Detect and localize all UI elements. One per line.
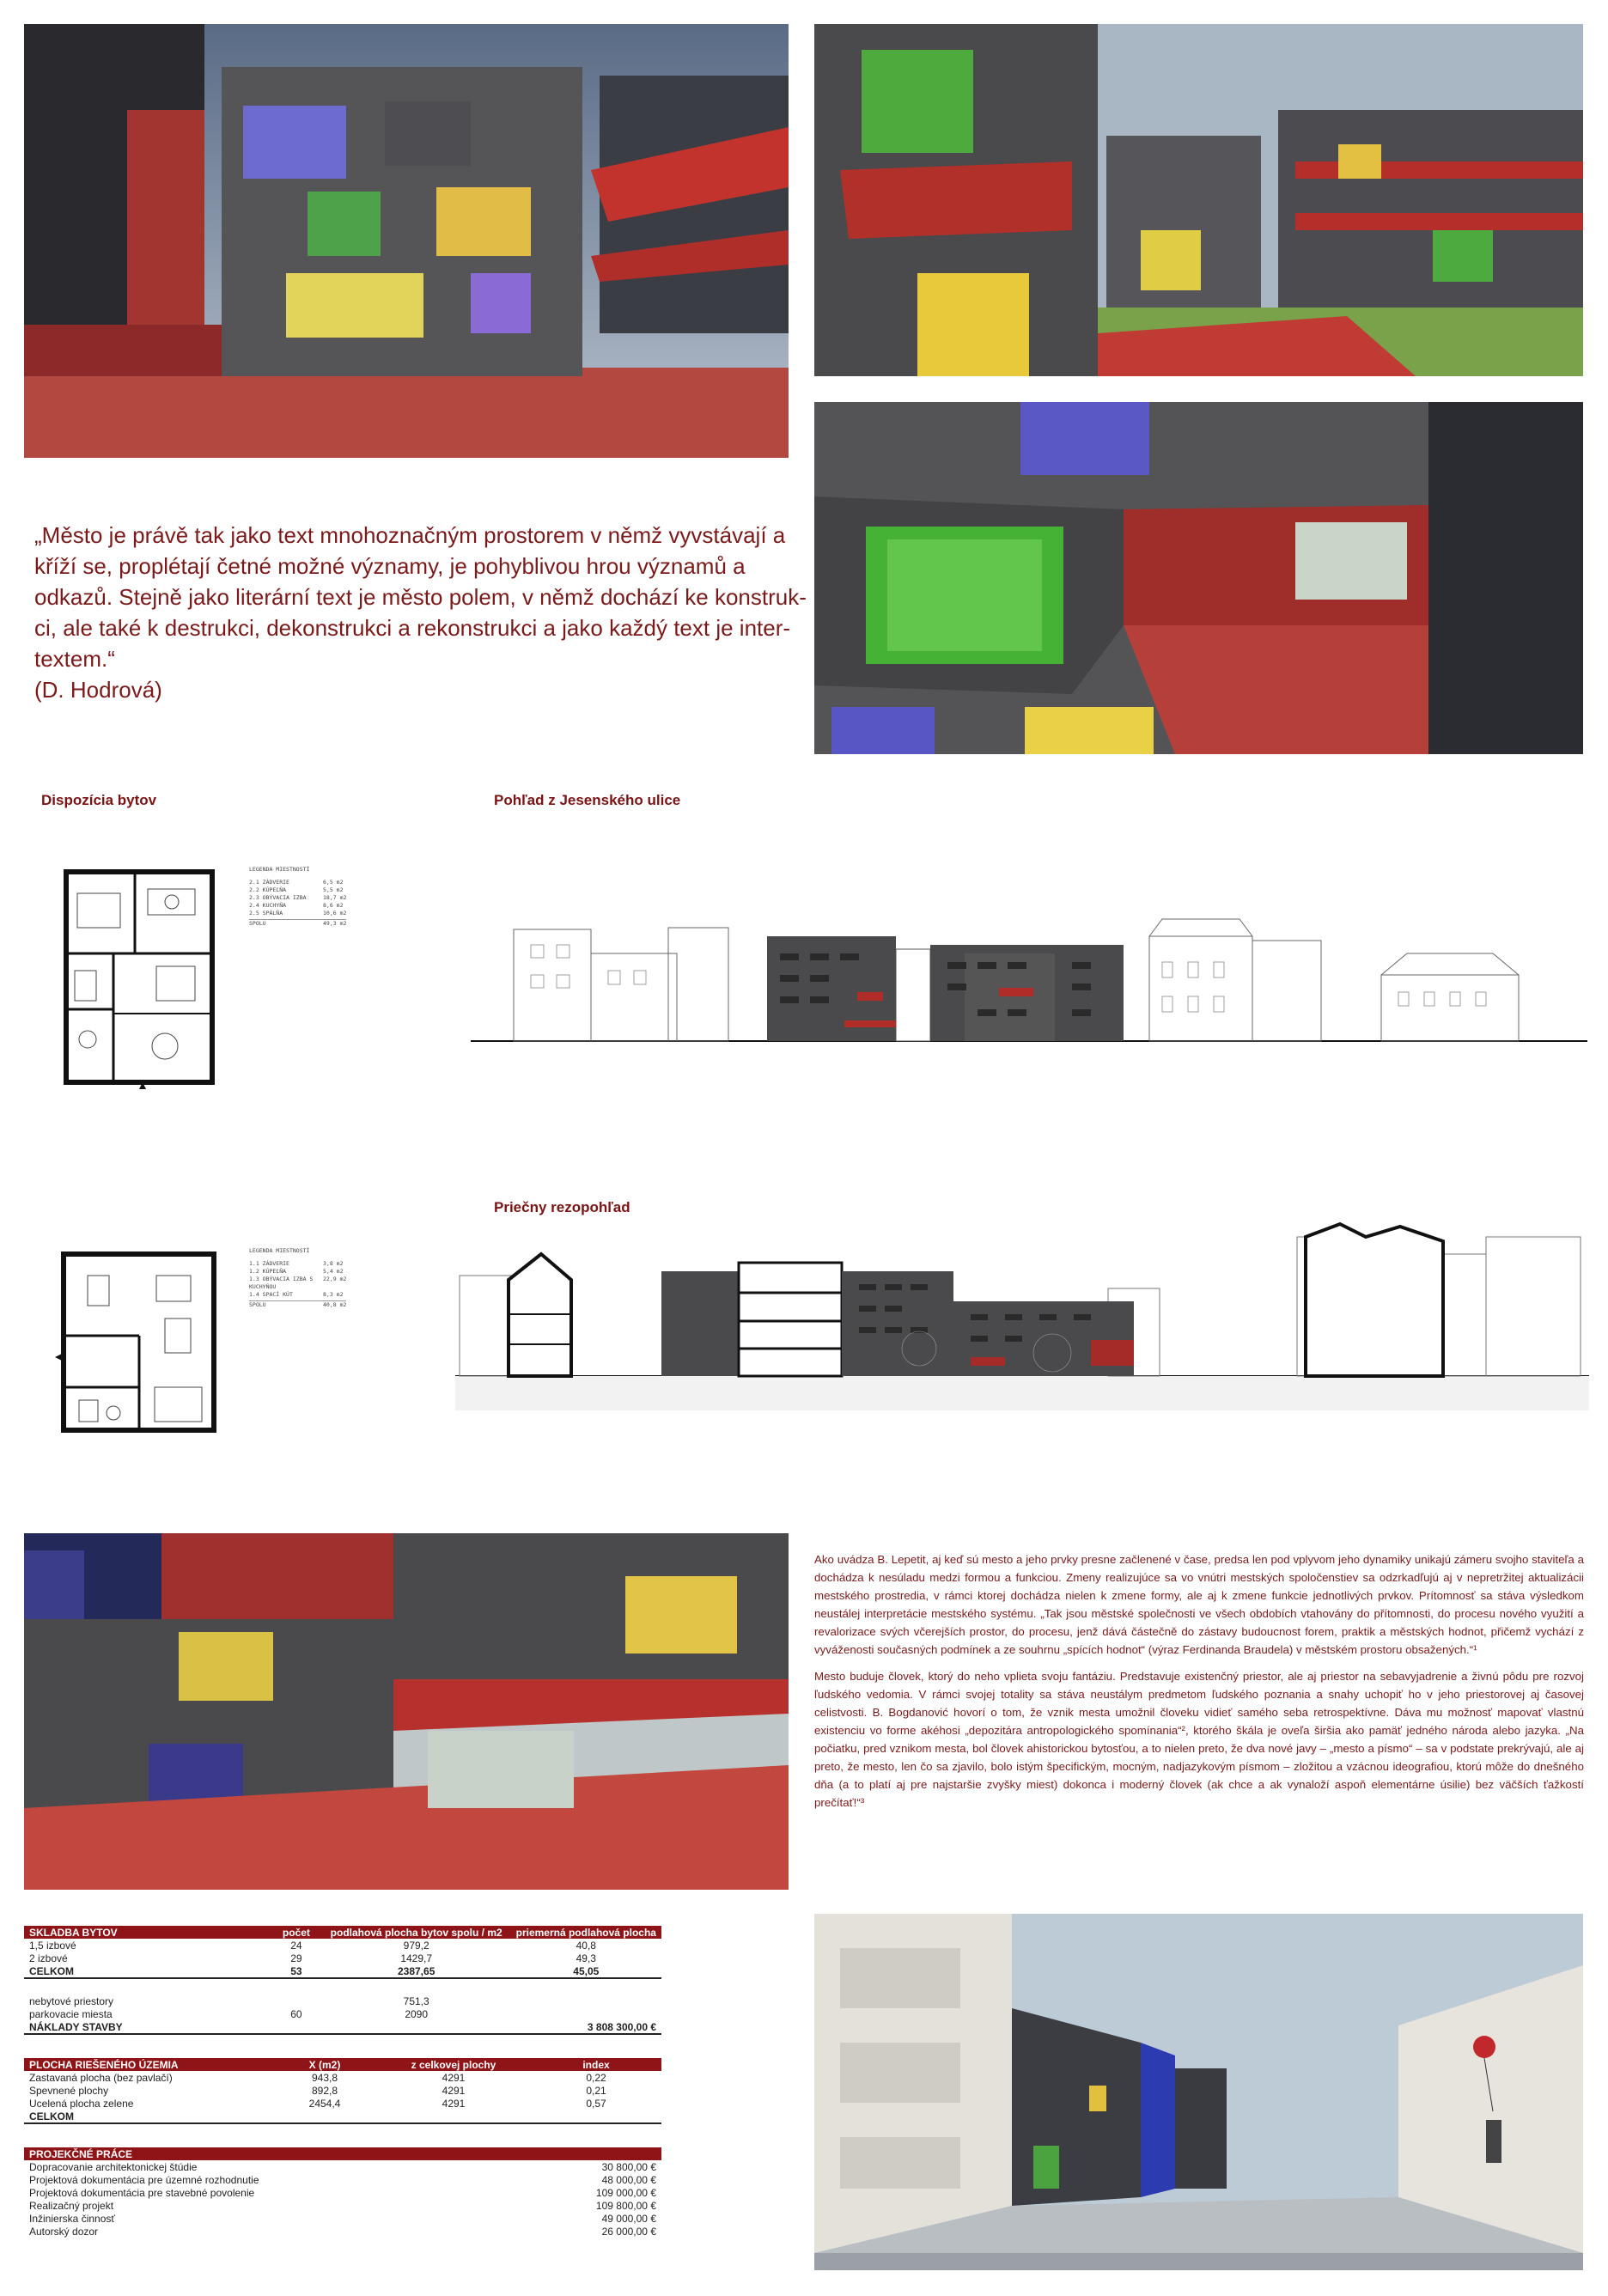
table-row [24, 1939, 661, 1952]
legend-row [249, 886, 346, 894]
cell: 0,57 [586, 2097, 606, 2110]
cell: 0,22 [586, 2071, 606, 2084]
elevation-jesenskeho [471, 910, 1587, 1082]
cell: CELKOM [24, 2110, 273, 2123]
room-area: 8,6 m2 [323, 902, 344, 909]
table-row [24, 2071, 661, 2084]
legend-row [249, 1268, 346, 1276]
render-inner-courtyard [814, 24, 1583, 376]
legend-total [249, 1300, 346, 1309]
room-name: 2.2 KÚPEĽŇA [249, 886, 287, 893]
legend-row [249, 910, 346, 917]
total-value: 49,3 m2 [323, 920, 347, 927]
table-total-row [24, 2110, 661, 2123]
render-street-view [814, 1914, 1583, 2270]
room-area: 8,3 m2 [323, 1291, 344, 1298]
room-name: 1.2 KÚPEĽŇA [249, 1268, 287, 1275]
room-area: 5,4 m2 [323, 1268, 344, 1275]
cell [271, 1995, 322, 2007]
table-row [24, 2173, 661, 2186]
room-area: 22,9 m2 [323, 1276, 347, 1282]
essay-paragraph: Mesto buduje človek, ktorý do neho vplieta svoju fantáziu. Predstavuje existenčný priestor, ale aj priestor na sebavyjadrenie a živnú pôdu pre rozvoj ľudského vedomia. V rámci svojej totality sa stáva neustálym predmetom ľudského poznania a snahy uchopiť ho v jeho priestorovej aj časovej celistvosti. B. Bogdanović hovorí o tom, že vznik mesta umožnil človeku vidieť samého seba retrospektívne. Dáva mu možnosť mapovať vlastnú existenciu vo forme akéhosi „depozitára antropologického spomínania“², ktorého škála je oveľa širšia ako pamäť jedného národa alebo jazyka. „Na počiatku, pred vznikom mesta, bol človek ahistorickou bytosťou, a to nielen preto, že dva nové javy – „mesto a písmo“ – sa v podstate prekrývajú, ale aj preto, že mesto, len čo sa zjavilo, bolo istým špecifickým, mocným, nadjazykovým písmom – zložitou a vzácnou ideografiou, ktorú môže do dnešného dňa (a to platí aj pre najstaršie zvyšky miest) dokonca i moderný človek (ak chce a ak vynaloží aspoň elementárne úsilie) bez väčších ťažkostí prečítať!“³ [814, 1670, 1584, 1809]
cell: 2 izbové [29, 1952, 68, 1964]
col-header: SKLADBA BYTOV [24, 1926, 271, 1939]
cell: 2454,4 [308, 2097, 341, 2110]
table-row [24, 2007, 661, 2020]
cell: Dopracovanie architektonickej štúdie [29, 2160, 198, 2173]
legend-plan-1 [249, 866, 346, 928]
cell: 751,3 [403, 1995, 429, 2007]
table-row [24, 2097, 661, 2110]
quote-line: odkazů. Stejně jako literární text je město polem, v němž dochází ke konstruk- [34, 584, 807, 610]
cell: 40,8 [576, 1939, 596, 1952]
cell: 30 800,00 € [601, 2160, 656, 2173]
cell: 1,5 izbové [29, 1939, 76, 1952]
cell: 979,2 [403, 1939, 429, 1952]
room-name: 1.4 SPACÍ KÚT [249, 1291, 293, 1298]
table-row [24, 1952, 661, 1964]
hodrova-quote [34, 520, 807, 705]
table-header [24, 1926, 661, 1939]
legend-row [249, 1276, 346, 1291]
cross-section-elevation [455, 1220, 1589, 1417]
title-dispozicia: Dispozícia bytov [41, 792, 157, 808]
table-header [24, 2147, 661, 2160]
cell: 109 000,00 € [595, 2186, 656, 2199]
cell: 48 000,00 € [601, 2173, 656, 2186]
cell: NÁKLADY STAVBY [24, 2020, 271, 2034]
col-header: priemerná podlahová plocha [511, 1926, 661, 1939]
total-value: 40,8 m2 [323, 1301, 347, 1308]
cell: 45,05 [511, 1964, 661, 1978]
render-balcony-detail [814, 402, 1583, 754]
table-row [24, 2225, 661, 2238]
cell: Zastavaná plocha (bez pavlačí) [29, 2071, 173, 2084]
room-name: 1.1 ZÁDVERIE [249, 1260, 289, 1267]
cell: Inžinierska činnosť [29, 2212, 115, 2225]
cell: 26 000,00 € [601, 2225, 656, 2238]
floor-plan-1-5-room [53, 1250, 225, 1434]
table-row [24, 2084, 661, 2097]
room-area: 6,5 m2 [323, 879, 344, 886]
cell: 60 [290, 2007, 302, 2020]
table-row [24, 1995, 661, 2007]
table-total-row [24, 2020, 661, 2034]
table-header [24, 2058, 661, 2071]
col-header: počet [271, 1926, 322, 1939]
cell: nebytové priestory [29, 1995, 114, 2007]
render-ground-floor-passage [24, 1533, 789, 1890]
legend-title: LEGENDA MIESTNOSTÍ [249, 1247, 310, 1254]
col-header: z celkovej plochy [376, 2058, 531, 2071]
cell: parkovacie miesta [29, 2007, 113, 2020]
total-label: SPOLU [249, 1301, 266, 1308]
table-plocha-uzemia [24, 2058, 661, 2124]
quote-line: textem.“ [34, 646, 115, 672]
table-skladba-bytov [24, 1926, 661, 2035]
legend-row [249, 894, 346, 902]
quote-line: „Město je právě tak jako text mnohoznačným prostorem v němž vyvstávají a [34, 522, 786, 548]
quote-line: kříží se, proplétají četné možné významy, je pohyblivou hrou významů a [34, 553, 746, 579]
table-row [24, 2186, 661, 2199]
cell: Projektová dokumentácia pre stavebné povolenie [29, 2186, 255, 2199]
total-label: SPOLU [249, 920, 266, 927]
cell: Autorský dozor [29, 2225, 99, 2238]
cell: 4291 [442, 2097, 466, 2110]
cell: 1429,7 [400, 1952, 433, 1964]
cell: CELKOM [24, 1964, 271, 1978]
title-rez: Priečny rezopohľad [494, 1199, 630, 1215]
cell: 892,8 [311, 2084, 338, 2097]
cell: 4291 [442, 2071, 466, 2084]
table-row [24, 2212, 661, 2225]
room-name: 2.4 KUCHYŇA [249, 902, 287, 909]
legend-row [249, 879, 346, 886]
legend-total [249, 919, 346, 928]
col-header: PLOCHA RIEŠENÉHO ÚZEMIA [24, 2058, 273, 2071]
legend-row [249, 902, 346, 910]
cell: Realizačný projekt [29, 2199, 114, 2212]
render-courtyard-facade [24, 24, 789, 458]
table-projekcne-prace [24, 2147, 661, 2238]
room-name: 2.3 OBÝVACIA IZBA [249, 894, 307, 901]
col-header: podlahová plocha bytov spolu / m2 [322, 1926, 511, 1939]
cell: 2387,65 [322, 1964, 511, 1978]
cell: 943,8 [311, 2071, 338, 2084]
essay-text [814, 1550, 1584, 1820]
col-header: X (m2) [273, 2058, 376, 2071]
room-name: 2.1 ZÁDVERIE [249, 879, 289, 886]
cell: 3 808 300,00 € [511, 2020, 661, 2034]
legend-title: LEGENDA MIESTNOSTÍ [249, 866, 310, 873]
cell: 53 [271, 1964, 322, 1978]
room-name: 2.5 SPÁLŇA [249, 910, 283, 917]
cell: 109 800,00 € [595, 2199, 656, 2212]
cell: 49 000,00 € [601, 2212, 656, 2225]
cell: 24 [290, 1939, 302, 1952]
essay-paragraph: Ako uvádza B. Lepetit, aj keď sú mesto a jeho prvky presne začlenené v čase, predsa len pod vplyvom jeho dynamiky unikajú zámeru svojho staviteľa a dochádza k nesúladu medzi formou a funkciou. Zmeny realizujúce sa vo vnútri mestských spoločenstiev sa odzrkadľujú aj v nepretržitej aktualizácii mestského prostredia, v rámci ktorej dochádza nielen k zmene formy, ale aj k zmene funkcie jednotlivých prvkov. Prítomnosť sa stáva výsledkom neustálej interpretácie mestského systému. „Tak jsou městské společnosti ve všech obdobích vtahovány do přítomnosti, do procesu nového využití a revalorizace svých včerejších prostor, do procesu, jenž dává částečně do zástavy budoucnost forem, praktik a městských hodnot, přičemž vychází z vyváženosti současných podmínek a ze souhrnu „spících hodnot“ (výraz Ferdinanda Braudela) v městském prostoru obsažených.“¹ [814, 1553, 1584, 1656]
room-area: 18,7 m2 [323, 894, 347, 901]
title-pohlad: Pohľad z Jesenského ulice [494, 792, 681, 808]
room-name: 1.3 OBÝVACIA IZBA S KUCHYŇOU [249, 1276, 314, 1290]
legend-plan-2 [249, 1247, 346, 1309]
cell: Projektová dokumentácia pre územné rozhodnutie [29, 2173, 259, 2186]
col-header: PROJEKČNÉ PRÁCE [24, 2147, 531, 2160]
cell: Ucelená plocha zelene [29, 2097, 134, 2110]
cell: 49,3 [576, 1952, 596, 1964]
col-header: index [531, 2058, 661, 2071]
quote-line: ci, ale také k destrukci, dekonstrukci a rekonstrukci a jako každý text je inter- [34, 615, 791, 641]
table-row [24, 2160, 661, 2173]
cell: 29 [290, 1952, 302, 1964]
cell: 4291 [442, 2084, 466, 2097]
legend-row [249, 1260, 346, 1268]
floor-plan-2-room [62, 868, 216, 1091]
cell: Spevnené plochy [29, 2084, 109, 2097]
cell: 0,21 [586, 2084, 606, 2097]
room-area: 3,8 m2 [323, 1260, 344, 1267]
quote-author: (D. Hodrová) [34, 677, 162, 703]
legend-row [249, 1291, 346, 1299]
table-total-row [24, 1964, 661, 1978]
cell: 2090 [405, 2007, 429, 2020]
table-row [24, 2199, 661, 2212]
room-area: 5,5 m2 [323, 886, 344, 893]
room-area: 10,6 m2 [323, 910, 347, 917]
